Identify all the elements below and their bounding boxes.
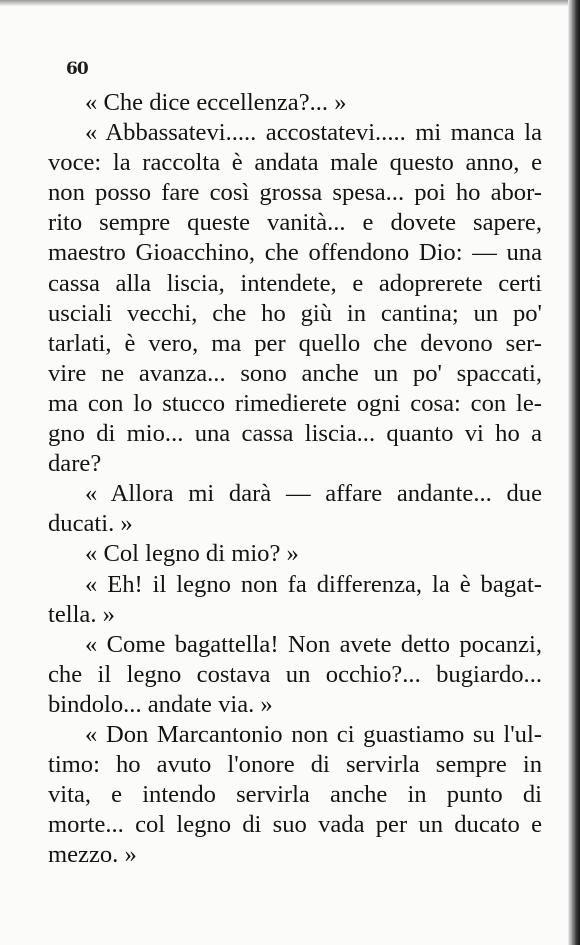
- text-line: usciali vecchi, che ho giù in cantina; un po': [48, 299, 542, 327]
- text-line: cassa alla liscia, intendete, e adoprerete certi: [48, 269, 542, 297]
- text-line: voce: la raccolta è andata male questo anno, e: [48, 149, 542, 177]
- text-line: maestro Gioacchino, che offendono Dio: — una: [48, 239, 542, 267]
- text-line: « Col legno di mio? »: [85, 540, 299, 568]
- text-line: « Eh! il legno non fa differenza, la è bagat-: [85, 570, 542, 598]
- text-line: bindolo... andate via. »: [48, 690, 273, 718]
- text-line: « Come bagattella! Non avete detto pocanzi,: [85, 630, 542, 658]
- text-line: vita, e intendo servirla anche in punto di: [48, 781, 542, 809]
- text-line: vire ne avanza... sono anche un po' spaccati,: [48, 359, 542, 387]
- text-line: ducati. »: [48, 510, 133, 538]
- text-line: ma con lo stucco rimedierete ogni cosa: con le-: [48, 389, 542, 417]
- text-line: morte... col legno di suo vada per un ducato e: [48, 811, 542, 839]
- text-line: « Abbassatevi..... accostatevi..... mi manca la: [85, 119, 542, 147]
- text-line: gno di mio... una cassa liscia... quanto vi ho a: [48, 420, 542, 448]
- text-line: non posso fare così grossa spesa... poi ho abor-: [48, 179, 542, 207]
- text-line: « Don Marcantonio non ci guastiamo su l'ul-: [85, 720, 542, 748]
- body-text: [48, 88, 542, 870]
- page-top-edge: [0, 0, 580, 6]
- text-line: mezzo. »: [48, 841, 137, 869]
- text-line: tella. »: [48, 600, 115, 628]
- text-line: tarlati, è vero, ma per quello che devono ser-: [48, 329, 542, 357]
- text-line: « Allora mi darà — affare andante... due: [85, 480, 542, 508]
- text-line: che il legno costava un occhio?... bugiardo...: [48, 660, 542, 688]
- page-right-edge: [568, 0, 580, 945]
- text-line: timo: ho avuto l'onore di servirla sempre in: [48, 751, 542, 779]
- text-line: « Che dice eccellenza?... »: [85, 89, 347, 116]
- page-number: 60: [66, 59, 88, 79]
- text-line: dare?: [48, 450, 102, 478]
- text-line: rito sempre queste vanità... e dovete sapere,: [48, 209, 542, 237]
